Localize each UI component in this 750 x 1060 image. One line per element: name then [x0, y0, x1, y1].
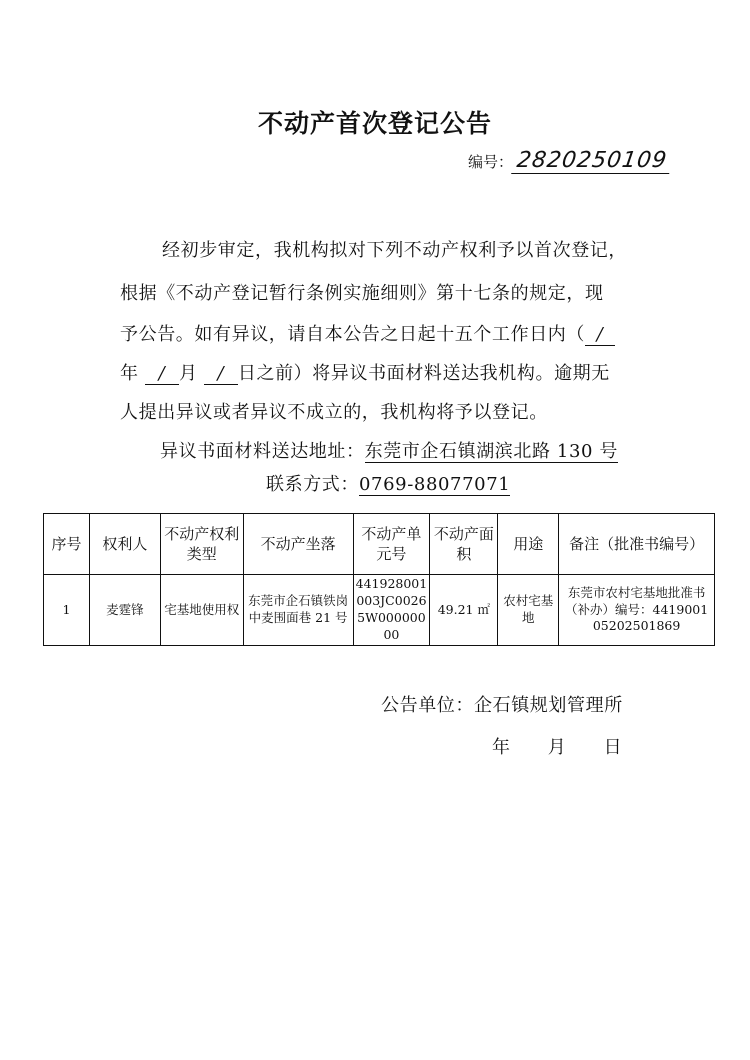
date-line: 年 月 日: [492, 737, 623, 758]
column-header: 不动产权利类型: [160, 514, 243, 575]
body-line-4-rest: 日之前）将异议书面材料送达我机构。逾期无: [237, 363, 610, 384]
registration-table: [43, 513, 715, 646]
column-header: 序号: [44, 514, 90, 575]
cell-holder: 麦霆锋: [89, 575, 160, 646]
column-header: 不动产坐落: [243, 514, 353, 575]
table-header-row: [44, 514, 715, 575]
address-value: 东莞市企石镇湖滨北路 130 号: [364, 441, 619, 462]
cell-remark: 东莞市农村宅基地批准书（补办）编号：441900105202501869: [559, 575, 715, 646]
address-label: 异议书面材料送达地址：: [160, 441, 365, 462]
column-header: 权利人: [89, 514, 160, 575]
table-row: [44, 575, 715, 646]
document-number-value: 2820250109: [511, 148, 673, 174]
column-header: 备注（批准书编号）: [559, 514, 715, 575]
cell-location: 东莞市企石镇铁岗中麦围面巷 21 号: [243, 575, 353, 646]
document-number: [468, 148, 671, 174]
body-line-3-text: 予公告。如有异议，请自本公告之日起十五个工作日内（: [120, 324, 585, 345]
body-line-3: [120, 320, 615, 346]
page-title: 不动产首次登记公告: [257, 109, 492, 138]
body-line-5: 人提出异议或者异议不成立的，我机构将予以登记。: [120, 402, 548, 423]
column-header: 不动产单元号: [353, 514, 430, 575]
cell-area: 49.21 ㎡: [430, 575, 498, 646]
contact-info: [266, 470, 510, 496]
blank-day-count: /: [585, 324, 615, 346]
cell-right-type: 宅基地使用权: [160, 575, 243, 646]
blank-day: /: [204, 363, 238, 385]
issuer: 公告单位：企石镇规划管理所: [381, 695, 623, 716]
blank-month: /: [145, 363, 179, 385]
column-header: 用途: [498, 514, 559, 575]
cell-unit-no: 441928001003JC00265W00000000: [353, 575, 430, 646]
body-line-1: 经初步审定，我机构拟对下列不动产权利予以首次登记，: [162, 240, 627, 261]
objection-address: [160, 437, 618, 463]
year-label: 年: [120, 363, 139, 384]
column-header: 不动产面积: [430, 514, 498, 575]
cell-usage: 农村宅基地: [498, 575, 559, 646]
cell-no: 1: [44, 575, 90, 646]
body-line-2: 根据《不动产登记暂行条例实施细则》第十七条的规定，现: [120, 283, 604, 304]
contact-label: 联系方式：: [266, 474, 359, 495]
contact-value: 0769-88077071: [359, 474, 511, 495]
document-number-label: 编号：: [468, 153, 514, 171]
body-line-4: [120, 359, 610, 385]
month-label: 月: [178, 363, 198, 384]
